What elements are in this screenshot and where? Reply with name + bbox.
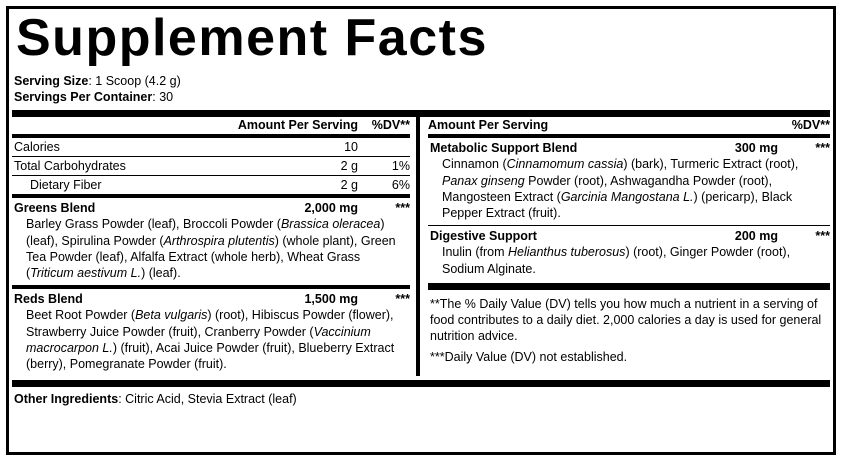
serving-size-line [14,74,830,90]
blend-amount: 2,000 mg [304,201,358,216]
other-ingredients-value: : Citric Acid, Stevia Extract (leaf) [118,392,297,407]
blend-name: Digestive Support [430,229,537,244]
blend-ingredients-metabolic-support: Cinnamon (Cinnamomum cassia) (bark), Turmeric Extract (root), Panax ginseng Powder (root), Ashwagandha Powder (root), Mangosteen Extract (Garcinia Mangostana L.) (pericarp), Black Pepper Extract (fruit). [442,157,799,220]
servings-per-container-value: : 30 [152,89,174,104]
amount-per-serving-header-left: Amount Per Serving [237,118,358,133]
blend-ingredients-greens: Barley Grass Powder (leaf), Broccoli Powder (Brassica oleracea) (leaf), Spirulina Powder (Arthrospira plutentis) (whole plant), Green Tea Powder (leaf), Alfalfa Extract (whole herb), Wheat Grass (Triticum aestivum L.) (leaf). [26,217,396,280]
footnote-daily-value: **The % Daily Value (DV) tells you how much a nutrient in a serving of food contributes to a daily diet. 2,000 calories a day is used for general nutrition advice. [430,296,822,344]
nutrient-amount: 2 g [340,178,358,193]
blend-name: Metabolic Support Blend [430,141,578,156]
blend-dv: *** [395,292,410,307]
amount-per-serving-header-right: Amount Per Serving [428,118,549,133]
blend-header-greens [12,198,410,216]
footnote-dv-not-established: ***Daily Value (DV) not established. [430,349,628,364]
blend-dv: *** [815,141,830,156]
top-thick-rule [12,110,830,117]
nutrient-name: Total Carbohydrates [14,159,126,174]
right-column-header [428,117,830,134]
servings-per-container-line [14,90,830,106]
nutrient-row-total-carbohydrates [12,157,410,175]
blend-ingredients-digestive-support: Inulin (from Helianthus tuberosus) (root), Ginger Powder (root), Sodium Alginate. [442,245,791,276]
page-title: Supplement Facts [16,9,488,67]
nutrient-dv: 6% [391,178,410,193]
blend-header-metabolic-support [428,138,830,156]
blend-header-digestive-support [428,226,830,244]
dv-header-right: %DV** [791,118,830,133]
serving-size-value: : 1 Scoop (4.2 g) [88,74,181,88]
blend-header-reds [12,289,410,307]
nutrient-amount: 10 [344,140,358,155]
left-column-header [12,117,410,134]
blend-name: Reds Blend [14,292,83,307]
blend-amount: 200 mg [734,229,778,244]
nutrient-row-calories [12,138,410,156]
serving-size-label: Serving Size [14,74,89,88]
blend-dv: *** [395,201,410,216]
footnote-top-rule [428,283,830,290]
blend-name: Greens Blend [14,201,96,216]
dv-header-left: %DV** [371,118,410,133]
nutrient-name: Calories [14,140,60,155]
panel-content [12,10,830,453]
nutrient-name: Dietary Fiber [30,178,102,193]
blend-ingredients-reds: Beet Root Powder (Beta vulgaris) (root), Hibiscus Powder (flower), Strawberry Juice Powder (fruit), Cranberry Powder (Vaccinium macrocarpon L.) (fruit), Acai Juice Powder (fruit), Blueberry Extract (berry), Pomegranate Powder (fruit). [26,308,395,371]
serving-info [12,64,830,108]
facts-columns [12,117,830,376]
right-column [420,117,830,376]
other-ingredients [12,387,830,406]
other-ingredients-label: Other Ingredients [14,392,119,407]
blend-dv: *** [815,229,830,244]
blend-amount: 300 mg [734,141,778,156]
servings-per-container-label: Servings Per Container [14,89,153,104]
bottom-thick-rule [12,380,830,387]
left-column [12,117,416,376]
nutrient-row-dietary-fiber [12,176,410,194]
blend-amount: 1,500 mg [304,292,358,307]
nutrient-dv: 1% [391,159,410,174]
nutrient-amount: 2 g [340,159,358,174]
